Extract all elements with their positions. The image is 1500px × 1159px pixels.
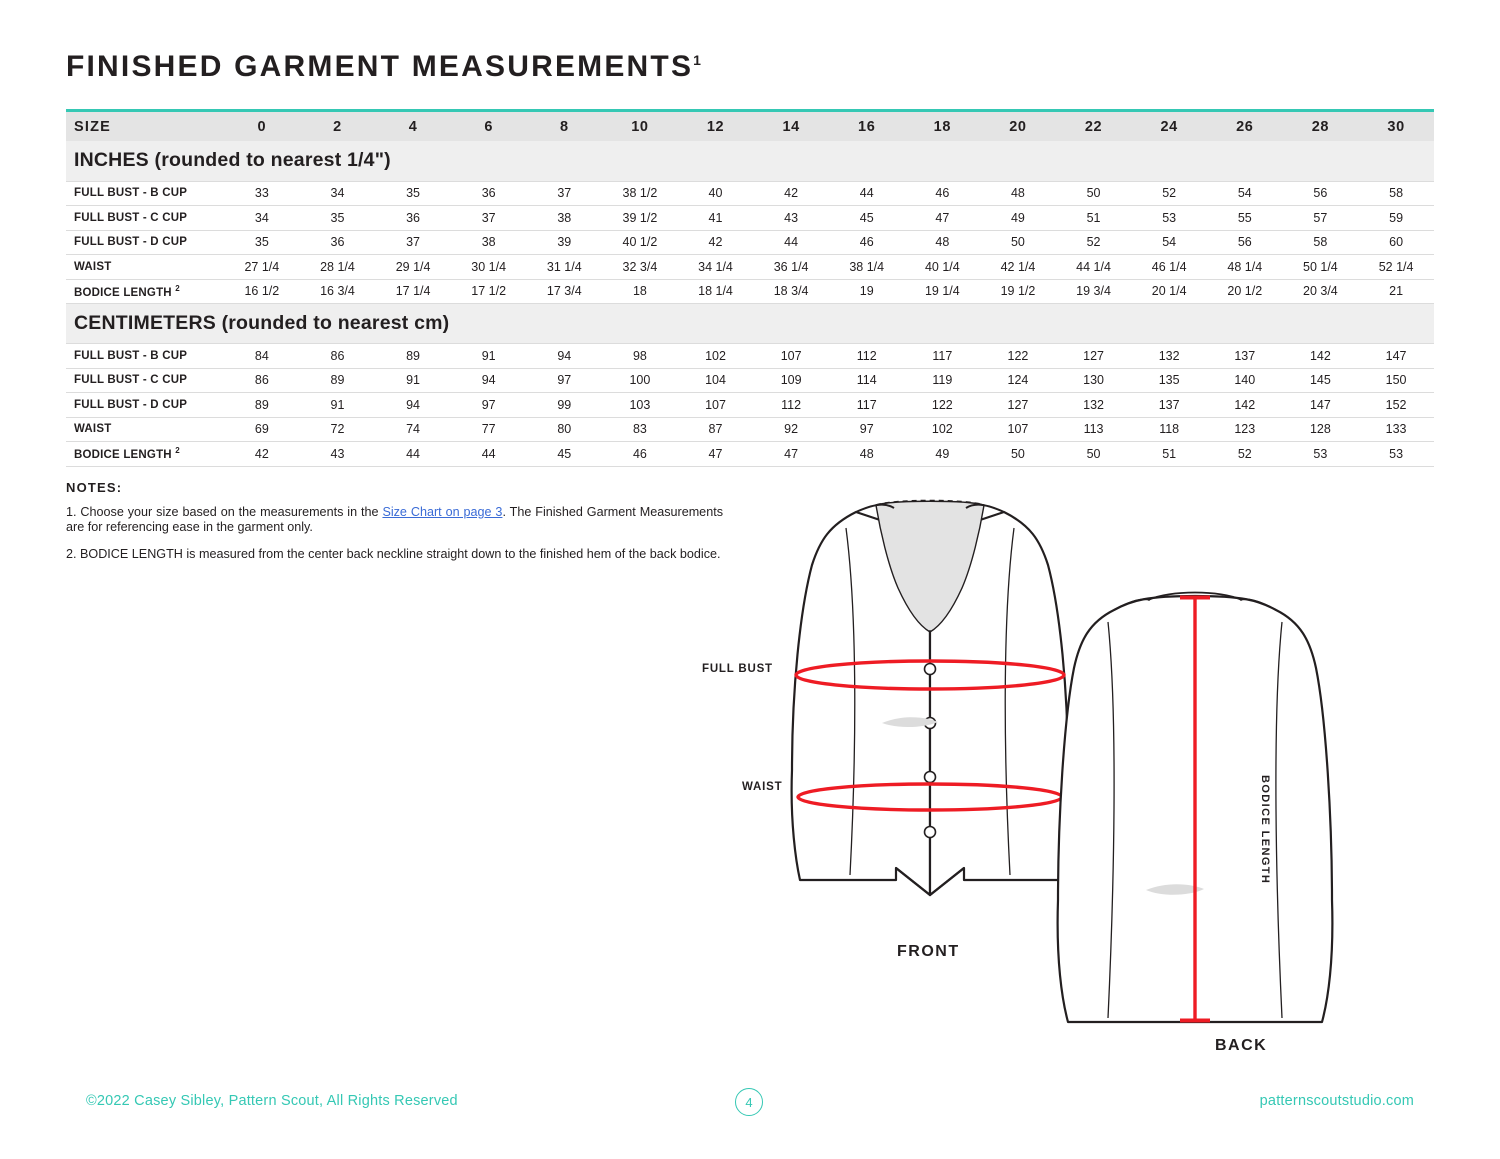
table-cell: 132 <box>1131 344 1207 369</box>
table-cell: 57 <box>1283 206 1359 231</box>
notes-heading: NOTES: <box>66 480 123 495</box>
table-cell: 33 <box>224 181 300 206</box>
table-cell: 72 <box>300 417 376 442</box>
table-cell: 86 <box>224 368 300 393</box>
table-cell: 16 3/4 <box>300 279 376 304</box>
section-heading: INCHES (rounded to nearest 1/4") <box>74 149 391 172</box>
table-cell: 47 <box>678 442 754 467</box>
back-view-label: BACK <box>1215 1037 1268 1054</box>
table-cell: 107 <box>980 417 1056 442</box>
table-cell: 140 <box>1207 368 1283 393</box>
button-1-icon <box>925 664 936 675</box>
table-cell: 56 <box>1207 230 1283 255</box>
header-size-18: 18 <box>933 118 951 135</box>
measurements-table <box>66 112 1434 467</box>
table-cell: 18 3/4 <box>753 279 829 304</box>
header-size-label: SIZE <box>74 118 112 135</box>
table-cell: 83 <box>602 417 678 442</box>
row-label: BODICE LENGTH $^2$ <box>66 279 224 304</box>
table-cell: 50 <box>980 230 1056 255</box>
table-row <box>66 255 1434 280</box>
table-cell: 53 <box>1131 206 1207 231</box>
table-cell: 97 <box>829 417 905 442</box>
table-cell: 42 <box>678 230 754 255</box>
table-cell: 142 <box>1207 393 1283 418</box>
header-size-2: 2 <box>333 118 342 135</box>
table-cell: 44 <box>451 442 527 467</box>
table-cell: 17 3/4 <box>526 279 602 304</box>
row-label: WAIST <box>66 255 224 280</box>
note-1-before: 1. Choose your size based on the measurements in the <box>66 505 383 519</box>
table-cell: 48 <box>905 230 981 255</box>
table-cell: 46 <box>829 230 905 255</box>
row-label: BODICE LENGTH $^2$ <box>66 442 224 467</box>
table-cell: 142 <box>1283 344 1359 369</box>
header-size-24: 24 <box>1160 118 1178 135</box>
section-heading-row <box>66 141 1434 181</box>
table-cell: 48 <box>980 181 1056 206</box>
header-size-0: 0 <box>257 118 267 135</box>
table-cell: 46 <box>905 181 981 206</box>
table-cell: 130 <box>1056 368 1132 393</box>
table-cell: 35 <box>375 181 451 206</box>
table-cell: 102 <box>905 417 981 442</box>
table-cell: 45 <box>526 442 602 467</box>
table-cell: 36 <box>451 181 527 206</box>
table-cell: 40 1/2 <box>602 230 678 255</box>
table-cell: 107 <box>678 393 754 418</box>
row-label: WAIST <box>66 417 224 442</box>
header-size-4: 4 <box>408 118 418 135</box>
table-cell: 38 1/2 <box>602 181 678 206</box>
table-cell: 137 <box>1207 344 1283 369</box>
header-size-28: 28 <box>1311 118 1330 135</box>
front-view-label: FRONT <box>897 943 960 960</box>
note-1-after: . The Finished Garment Measurements are for referencing ease in the garment only. <box>66 505 723 534</box>
table-cell: 113 <box>1056 417 1132 442</box>
table-cell: 42 <box>224 442 300 467</box>
table-cell: 49 <box>905 442 981 467</box>
table-cell: 35 <box>300 206 376 231</box>
table-cell: 19 1/4 <box>905 279 981 304</box>
page-title-footnote: 1 <box>693 52 701 68</box>
note-1 <box>66 505 723 535</box>
table-cell: 98 <box>602 344 678 369</box>
table-cell: 122 <box>905 393 981 418</box>
table-cell: 114 <box>829 368 905 393</box>
table-cell: 39 1/2 <box>602 206 678 231</box>
table-cell: 43 <box>300 442 376 467</box>
section-heading: CENTIMETERS (rounded to nearest cm) <box>74 312 450 334</box>
table-cell: 17 1/2 <box>451 279 527 304</box>
table-row <box>66 442 1434 467</box>
table-row <box>66 279 1434 304</box>
table-cell: 37 <box>526 181 602 206</box>
table-cell: 94 <box>451 368 527 393</box>
table-cell: 42 <box>753 181 829 206</box>
table-cell: 122 <box>980 344 1056 369</box>
front-vest <box>792 501 1069 896</box>
table-cell: 135 <box>1131 368 1207 393</box>
table-cell: 147 <box>1283 393 1359 418</box>
button-3-icon <box>925 772 936 783</box>
table-cell: 53 <box>1283 442 1359 467</box>
table-cell: 127 <box>980 393 1056 418</box>
full-bust-label: FULL BUST <box>702 663 773 675</box>
table-cell: 147 <box>1358 344 1434 369</box>
table-cell: 32 3/4 <box>602 255 678 280</box>
row-label: FULL BUST - C CUP <box>66 368 224 393</box>
table-cell: 124 <box>980 368 1056 393</box>
header-size-6: 6 <box>484 118 494 135</box>
table-cell: 53 <box>1358 442 1434 467</box>
table-cell: 92 <box>753 417 829 442</box>
table-cell: 52 <box>1056 230 1132 255</box>
table-cell: 29 1/4 <box>375 255 451 280</box>
table-cell: 117 <box>905 344 981 369</box>
table-cell: 91 <box>451 344 527 369</box>
table-row <box>66 206 1434 231</box>
table-cell: 59 <box>1358 206 1434 231</box>
table-cell: 150 <box>1358 368 1434 393</box>
table-cell: 42 1/4 <box>980 255 1056 280</box>
table-cell: 54 <box>1207 181 1283 206</box>
page-number-badge: 4 <box>735 1088 763 1116</box>
table-cell: 152 <box>1358 393 1434 418</box>
table-cell: 137 <box>1131 393 1207 418</box>
table-cell: 48 <box>829 442 905 467</box>
table-cell: 19 1/2 <box>980 279 1056 304</box>
table-cell: 31 1/4 <box>526 255 602 280</box>
page-title <box>66 50 701 84</box>
table-cell: 36 <box>375 206 451 231</box>
header-size-8: 8 <box>559 118 569 135</box>
size-chart-link[interactable]: Size Chart on page 3 <box>382 505 503 519</box>
footer-copyright: ©2022 Casey Sibley, Pattern Scout, All Rights Reserved <box>86 1093 458 1109</box>
table-cell: 21 <box>1358 279 1434 304</box>
table-cell: 50 <box>1056 442 1132 467</box>
note-2: 2. BODICE LENGTH is measured from the center back neckline straight down to the finished hem of the back bodice. <box>66 547 721 561</box>
table-cell: 51 <box>1056 206 1132 231</box>
table-cell: 44 1/4 <box>1056 255 1132 280</box>
header-size-26: 26 <box>1236 118 1254 135</box>
row-label: FULL BUST - D CUP <box>66 230 224 255</box>
table-cell: 91 <box>375 368 451 393</box>
row-label: FULL BUST - B CUP <box>66 344 224 369</box>
table-cell: 34 <box>300 181 376 206</box>
header-size-10: 10 <box>631 118 649 135</box>
table-cell: 40 1/4 <box>905 255 981 280</box>
table-cell: 17 1/4 <box>375 279 451 304</box>
table-cell: 112 <box>753 393 829 418</box>
table-cell: 44 <box>375 442 451 467</box>
garment-illustration <box>680 470 1440 1090</box>
table-cell: 36 1/4 <box>753 255 829 280</box>
table-cell: 132 <box>1056 393 1132 418</box>
table-cell: 18 1/4 <box>678 279 754 304</box>
table-cell: 36 <box>300 230 376 255</box>
table-cell: 80 <box>526 417 602 442</box>
table-header-row <box>66 112 1434 141</box>
table-row <box>66 181 1434 206</box>
table-cell: 97 <box>451 393 527 418</box>
table-cell: 119 <box>905 368 981 393</box>
table-cell: 74 <box>375 417 451 442</box>
table-cell: 127 <box>1056 344 1132 369</box>
table-row <box>66 368 1434 393</box>
table-cell: 54 <box>1131 230 1207 255</box>
header-size-20: 20 <box>1009 118 1027 135</box>
table-cell: 87 <box>678 417 754 442</box>
table-row <box>66 393 1434 418</box>
table-cell: 109 <box>753 368 829 393</box>
table-cell: 117 <box>829 393 905 418</box>
section-heading-row <box>66 304 1434 344</box>
table-cell: 41 <box>678 206 754 231</box>
table-cell: 58 <box>1358 181 1434 206</box>
header-size-22: 22 <box>1084 118 1103 135</box>
table-cell: 52 <box>1207 442 1283 467</box>
table-cell: 86 <box>300 344 376 369</box>
table-cell: 97 <box>526 368 602 393</box>
table-cell: 34 <box>224 206 300 231</box>
table-cell: 49 <box>980 206 1056 231</box>
table-cell: 20 1/4 <box>1131 279 1207 304</box>
table-cell: 27 1/4 <box>224 255 300 280</box>
table-cell: 123 <box>1207 417 1283 442</box>
table-cell: 69 <box>224 417 300 442</box>
table-cell: 44 <box>829 181 905 206</box>
table-row <box>66 344 1434 369</box>
row-label: FULL BUST - C CUP <box>66 206 224 231</box>
table-cell: 48 1/4 <box>1207 255 1283 280</box>
table-cell: 40 <box>678 181 754 206</box>
table-cell: 52 1/4 <box>1358 255 1434 280</box>
table-cell: 38 <box>451 230 527 255</box>
table-cell: 112 <box>829 344 905 369</box>
table-cell: 46 <box>602 442 678 467</box>
table-cell: 56 <box>1283 181 1359 206</box>
table-cell: 89 <box>300 368 376 393</box>
table-cell: 45 <box>829 206 905 231</box>
table-cell: 107 <box>753 344 829 369</box>
table-cell: 55 <box>1207 206 1283 231</box>
table-cell: 84 <box>224 344 300 369</box>
table-cell: 20 3/4 <box>1283 279 1359 304</box>
table-cell: 89 <box>375 344 451 369</box>
table-cell: 47 <box>753 442 829 467</box>
header-size-14: 14 <box>782 118 800 135</box>
measurements-table-wrapper <box>66 109 1434 467</box>
table-cell: 89 <box>224 393 300 418</box>
table-cell: 104 <box>678 368 754 393</box>
table-cell: 91 <box>300 393 376 418</box>
table-cell: 52 <box>1131 181 1207 206</box>
table-cell: 19 <box>829 279 905 304</box>
row-label: FULL BUST - D CUP <box>66 393 224 418</box>
table-cell: 43 <box>753 206 829 231</box>
table-row <box>66 230 1434 255</box>
table-cell: 47 <box>905 206 981 231</box>
footer-website: patternscoutstudio.com <box>1259 1093 1414 1109</box>
table-cell: 77 <box>451 417 527 442</box>
vest-diagram-svg <box>680 470 1440 1090</box>
table-cell: 118 <box>1131 417 1207 442</box>
table-cell: 102 <box>678 344 754 369</box>
table-cell: 94 <box>526 344 602 369</box>
table-cell: 128 <box>1283 417 1359 442</box>
table-cell: 51 <box>1131 442 1207 467</box>
table-cell: 20 1/2 <box>1207 279 1283 304</box>
table-cell: 50 1/4 <box>1283 255 1359 280</box>
table-cell: 100 <box>602 368 678 393</box>
table-cell: 38 1/4 <box>829 255 905 280</box>
header-size-30: 30 <box>1387 118 1405 135</box>
bodice-length-label: BODICE LENGTH <box>1259 775 1271 885</box>
table-cell: 19 3/4 <box>1056 279 1132 304</box>
table-cell: 103 <box>602 393 678 418</box>
header-size-16: 16 <box>858 118 876 135</box>
back-vest <box>1058 593 1333 1023</box>
table-cell: 34 1/4 <box>678 255 754 280</box>
button-4-icon <box>925 827 936 838</box>
table-cell: 30 1/4 <box>451 255 527 280</box>
table-cell: 37 <box>451 206 527 231</box>
table-cell: 50 <box>980 442 1056 467</box>
table-cell: 133 <box>1358 417 1434 442</box>
table-cell: 16 1/2 <box>224 279 300 304</box>
table-cell: 58 <box>1283 230 1359 255</box>
table-cell: 38 <box>526 206 602 231</box>
waist-label: WAIST <box>742 781 783 793</box>
table-cell: 37 <box>375 230 451 255</box>
table-cell: 60 <box>1358 230 1434 255</box>
table-cell: 145 <box>1283 368 1359 393</box>
table-cell: 50 <box>1056 181 1132 206</box>
table-cell: 39 <box>526 230 602 255</box>
table-cell: 44 <box>753 230 829 255</box>
header-size-12: 12 <box>706 118 725 135</box>
table-cell: 46 1/4 <box>1131 255 1207 280</box>
table-cell: 94 <box>375 393 451 418</box>
table-cell: 35 <box>224 230 300 255</box>
table-row <box>66 417 1434 442</box>
notes-block <box>66 480 746 574</box>
table-cell: 18 <box>602 279 678 304</box>
table-cell: 28 1/4 <box>300 255 376 280</box>
row-label: FULL BUST - B CUP <box>66 181 224 206</box>
table-cell: 99 <box>526 393 602 418</box>
page-title-text: FINISHED GARMENT MEASUREMENTS <box>66 50 694 83</box>
